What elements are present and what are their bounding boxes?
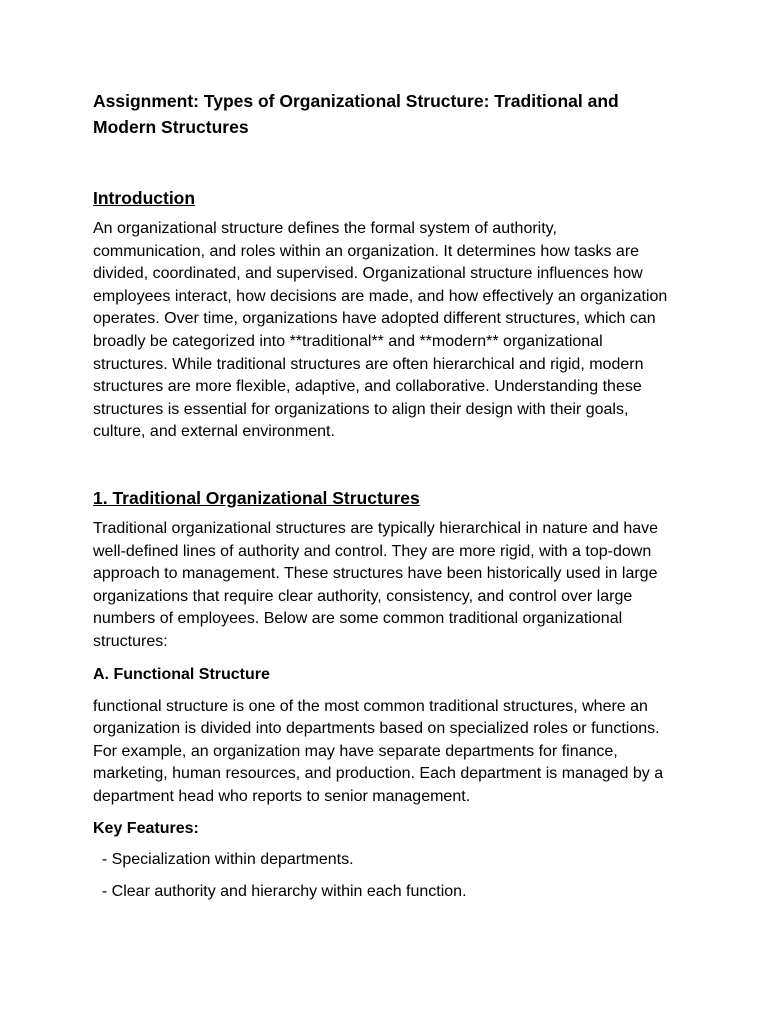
document-page [93,88,693,903]
document-title: Assignment: Types of Organizational Structure: Traditional and Modern Structures [93,91,619,137]
traditional-structures-paragraph: Traditional organizational structures are typically hierarchical in nature and have well-defined lines of authority and control. They are more rigid, with a top-down approach to management. These structures have been historically used in large organizations that require clear authority, consistency, and control over large numbers of employees. Below are some common traditional organizational structures: [93,519,659,650]
key-feature-item: - Specialization within departments. [93,851,354,869]
functional-structure-paragraph: functional structure is one of the most common traditional structures, where an organization is divided into departments based on specialized roles or functions. For example, an organization may have separate departments for finance, marketing, human resources, and production. Each department is managed by a department head who reports to senior management. [93,697,664,805]
introduction-heading: Introduction [93,188,196,208]
introduction-paragraph: An organizational structure defines the formal system of authority, communication, and roles within an organization. It determines how tasks are divided, coordinated, and supervised. Organizational structure influences how employees interact, how decisions are made, and how effectively an organization operates. Over time, organizations have adopted different structures, which can broadly be categorized into **traditional** and **modern** organizational structures. While traditional structures are often hierarchical and rigid, modern structures are more flexible, adaptive, and collaborative. Understanding these structures is essential for organizations to align their design with their goals, culture, and external environment. [93,220,668,441]
functional-structure-heading: A. Functional Structure [93,665,270,683]
traditional-structures-heading: 1. Traditional Organizational Structures [93,487,420,508]
key-features-heading: Key Features: [93,820,199,838]
key-feature-item: - Clear authority and hierarchy within each function. [93,883,467,901]
